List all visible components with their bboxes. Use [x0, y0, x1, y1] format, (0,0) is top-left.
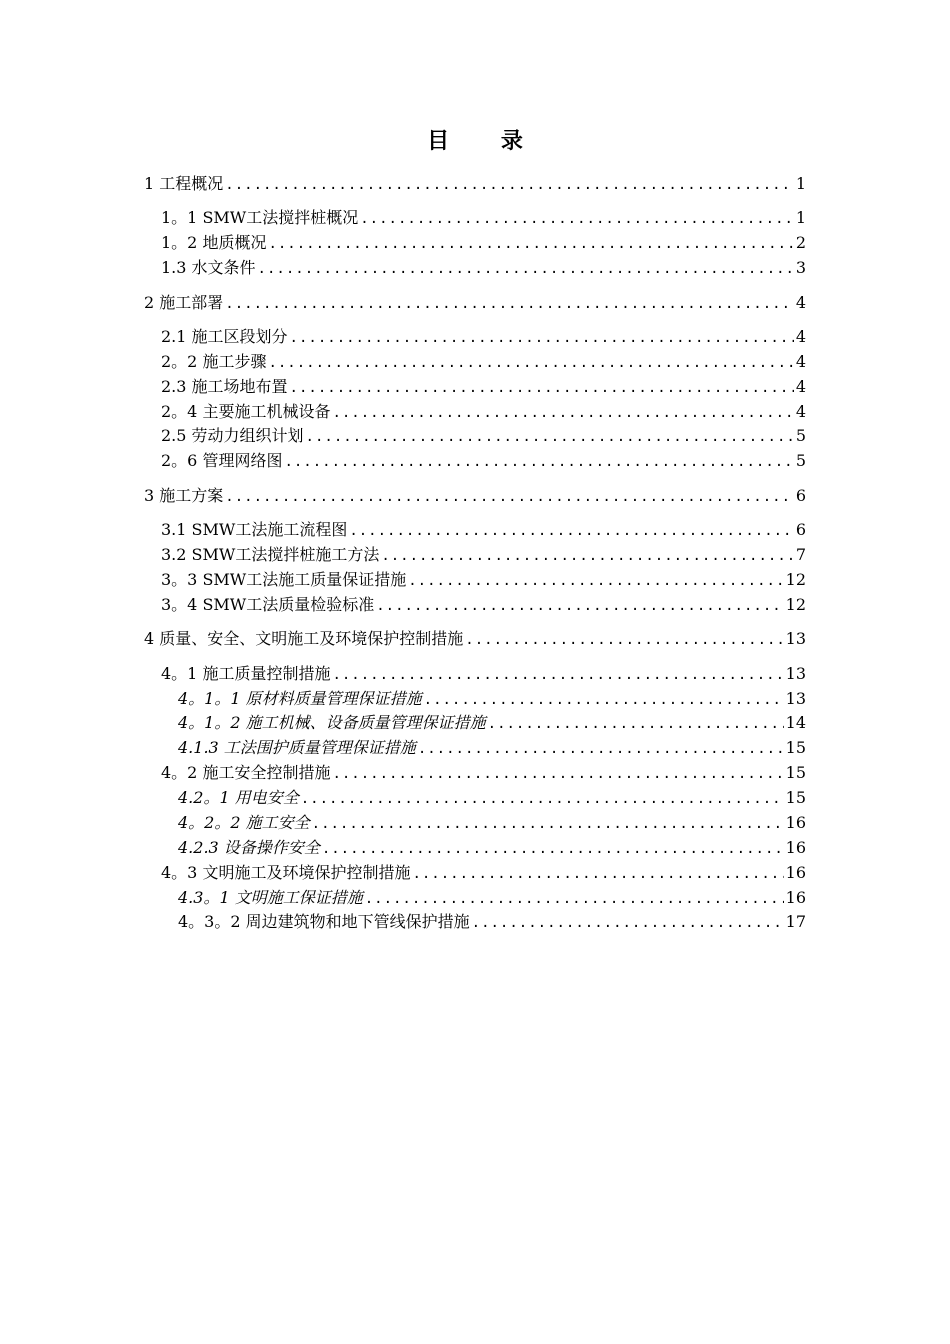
- toc-entry-page-number: 15: [785, 763, 806, 782]
- toc-dot-leader: [408, 571, 783, 591]
- toc-dot-leader: [424, 690, 784, 710]
- toc-entry[interactable]: [161, 402, 806, 423]
- toc-entry[interactable]: [161, 258, 806, 279]
- toc-entry-label: 4。3。2 周边建筑物和地下管线保护措施: [178, 912, 470, 931]
- toc-entry[interactable]: [178, 912, 806, 933]
- toc-entry[interactable]: [161, 208, 806, 229]
- toc-entry-page-number: 6: [795, 486, 806, 505]
- toc-entry-label: 4。2 施工安全控制措施: [161, 763, 331, 782]
- toc-dot-leader: [412, 864, 783, 884]
- toc-entry-label: 4 质量、安全、文明施工及环境保护控制措施: [144, 629, 464, 648]
- toc-entry-label: 1.3 水文条件: [161, 258, 256, 277]
- toc-entry[interactable]: [144, 174, 806, 195]
- toc-dot-leader: [360, 209, 794, 229]
- toc-entry-label: 3 施工方案: [144, 486, 224, 505]
- toc-entry[interactable]: [178, 788, 806, 809]
- toc-entry[interactable]: [161, 426, 806, 447]
- toc-entry-page-number: 15: [785, 788, 806, 807]
- toc-entry[interactable]: [161, 863, 806, 884]
- toc-dot-leader: [381, 546, 793, 566]
- toc-dot-leader: [332, 403, 793, 423]
- toc-entry-page-number: 6: [795, 520, 806, 539]
- toc-entry-page-number: 13: [785, 629, 806, 648]
- toc-entry-label: 4.1.3 工法围护质量管理保证措施: [178, 738, 416, 757]
- toc-entry-page-number: 14: [785, 713, 806, 732]
- toc-entry[interactable]: [178, 813, 806, 834]
- toc-dot-leader: [258, 259, 794, 279]
- toc-entry[interactable]: [161, 763, 806, 784]
- toc-entry[interactable]: [161, 520, 806, 541]
- toc-entry-page-number: 17: [785, 912, 806, 931]
- toc-entry[interactable]: [144, 293, 806, 314]
- toc-entry-label: 2.1 施工区段划分: [161, 327, 288, 346]
- toc-dot-leader: [349, 521, 793, 541]
- toc-entry-page-number: 13: [785, 664, 806, 683]
- toc-entry[interactable]: [161, 352, 806, 373]
- toc-entry-label: 2 施工部署: [144, 293, 224, 312]
- toc-entry-label: 2。2 施工步骤: [161, 352, 267, 371]
- toc-dot-leader: [290, 378, 794, 398]
- toc-dot-leader: [472, 913, 784, 933]
- toc-dot-leader: [225, 487, 794, 507]
- toc-entry-label: 2。4 主要施工机械设备: [161, 402, 331, 421]
- toc-entry-page-number: 16: [785, 863, 806, 882]
- toc-dot-leader: [332, 764, 783, 784]
- toc-entry[interactable]: [178, 713, 806, 734]
- toc-entry[interactable]: [161, 451, 806, 472]
- toc-entry-page-number: 7: [795, 545, 806, 564]
- toc-entry-label: 1。1 SMW工法搅拌桩概况: [161, 208, 359, 227]
- toc-entry-label: 4.3。1 文明施工保证措施: [178, 888, 363, 907]
- toc-entry-page-number: 4: [795, 327, 806, 346]
- toc-entry[interactable]: [178, 838, 806, 859]
- toc-entry-label: 3。3 SMW工法施工质量保证措施: [161, 570, 407, 589]
- toc-entry-page-number: 13: [785, 689, 806, 708]
- toc-entry-page-number: 16: [785, 838, 806, 857]
- toc-entry-page-number: 12: [785, 595, 806, 614]
- toc-title: 目 录: [427, 128, 545, 154]
- toc-dot-leader: [365, 889, 784, 909]
- toc-entry-page-number: 1: [795, 174, 806, 193]
- toc-dot-leader: [290, 328, 794, 348]
- toc-entry[interactable]: [178, 689, 806, 710]
- toc-entry-page-number: 4: [795, 377, 806, 396]
- toc-entry[interactable]: [161, 570, 806, 591]
- toc-entry-label: 1。2 地质概况: [161, 233, 267, 252]
- toc-entry-label: 4。1。2 施工机械、设备质量管理保证措施: [178, 713, 486, 732]
- toc-dot-leader: [418, 739, 784, 759]
- toc-dot-leader: [225, 175, 794, 195]
- toc-entry[interactable]: [144, 629, 806, 650]
- toc-dot-leader: [301, 789, 784, 809]
- toc-entry-page-number: 2: [795, 233, 806, 252]
- toc-entry-page-number: 16: [785, 888, 806, 907]
- toc-entry-page-number: 4: [795, 402, 806, 421]
- toc-dot-leader: [306, 427, 794, 447]
- toc-entry[interactable]: [144, 486, 806, 507]
- toc-entry-label: 2.3 施工场地布置: [161, 377, 288, 396]
- toc-dot-leader: [268, 353, 793, 373]
- toc-dot-leader: [268, 234, 793, 254]
- toc-entry-label: 4.2.3 设备操作安全: [178, 838, 320, 857]
- toc-dot-leader: [322, 839, 784, 859]
- toc-entry[interactable]: [161, 664, 806, 685]
- toc-entry-page-number: 3: [795, 258, 806, 277]
- toc-dot-leader: [465, 630, 783, 650]
- toc-entry-label: 3.2 SMW工法搅拌桩施工方法: [161, 545, 380, 564]
- toc-entry[interactable]: [161, 545, 806, 566]
- toc-entry-label: 1 工程概况: [144, 174, 224, 193]
- toc-entry[interactable]: [161, 327, 806, 348]
- toc-entry-label: 3。4 SMW工法质量检验标准: [161, 595, 375, 614]
- toc-entry-page-number: 5: [795, 426, 806, 445]
- toc-entry-page-number: 5: [795, 451, 806, 470]
- toc-entry-label: 4。1 施工质量控制措施: [161, 664, 331, 683]
- toc-dot-leader: [312, 814, 784, 834]
- toc-dot-leader: [376, 596, 783, 616]
- toc-entry[interactable]: [161, 233, 806, 254]
- toc-dot-leader: [488, 714, 784, 734]
- toc-entry[interactable]: [178, 888, 806, 909]
- toc-entry-label: 2。6 管理网络图: [161, 451, 283, 470]
- toc-entry-page-number: 4: [795, 293, 806, 312]
- toc-entry[interactable]: [161, 595, 806, 616]
- toc-entry-label: 2.5 劳动力组织计划: [161, 426, 304, 445]
- toc-entry-page-number: 15: [785, 738, 806, 757]
- toc-entry-label: 4。2。2 施工安全: [178, 813, 310, 832]
- toc-entry-page-number: 12: [785, 570, 806, 589]
- toc-entry-label: 4。3 文明施工及环境保护控制措施: [161, 863, 411, 882]
- toc-entry-label: 3.1 SMW工法施工流程图: [161, 520, 348, 539]
- toc-entry-page-number: 16: [785, 813, 806, 832]
- toc-entry-label: 4。1。1 原材料质量管理保证措施: [178, 689, 422, 708]
- toc-entry-page-number: 1: [795, 208, 806, 227]
- toc-entry-label: 4.2。1 用电安全: [178, 788, 299, 807]
- toc-dot-leader: [332, 665, 783, 685]
- toc-entry[interactable]: [161, 377, 806, 398]
- toc-entry-page-number: 4: [795, 352, 806, 371]
- toc-dot-leader: [284, 452, 793, 472]
- toc-entry[interactable]: [178, 738, 806, 759]
- toc-dot-leader: [225, 294, 794, 314]
